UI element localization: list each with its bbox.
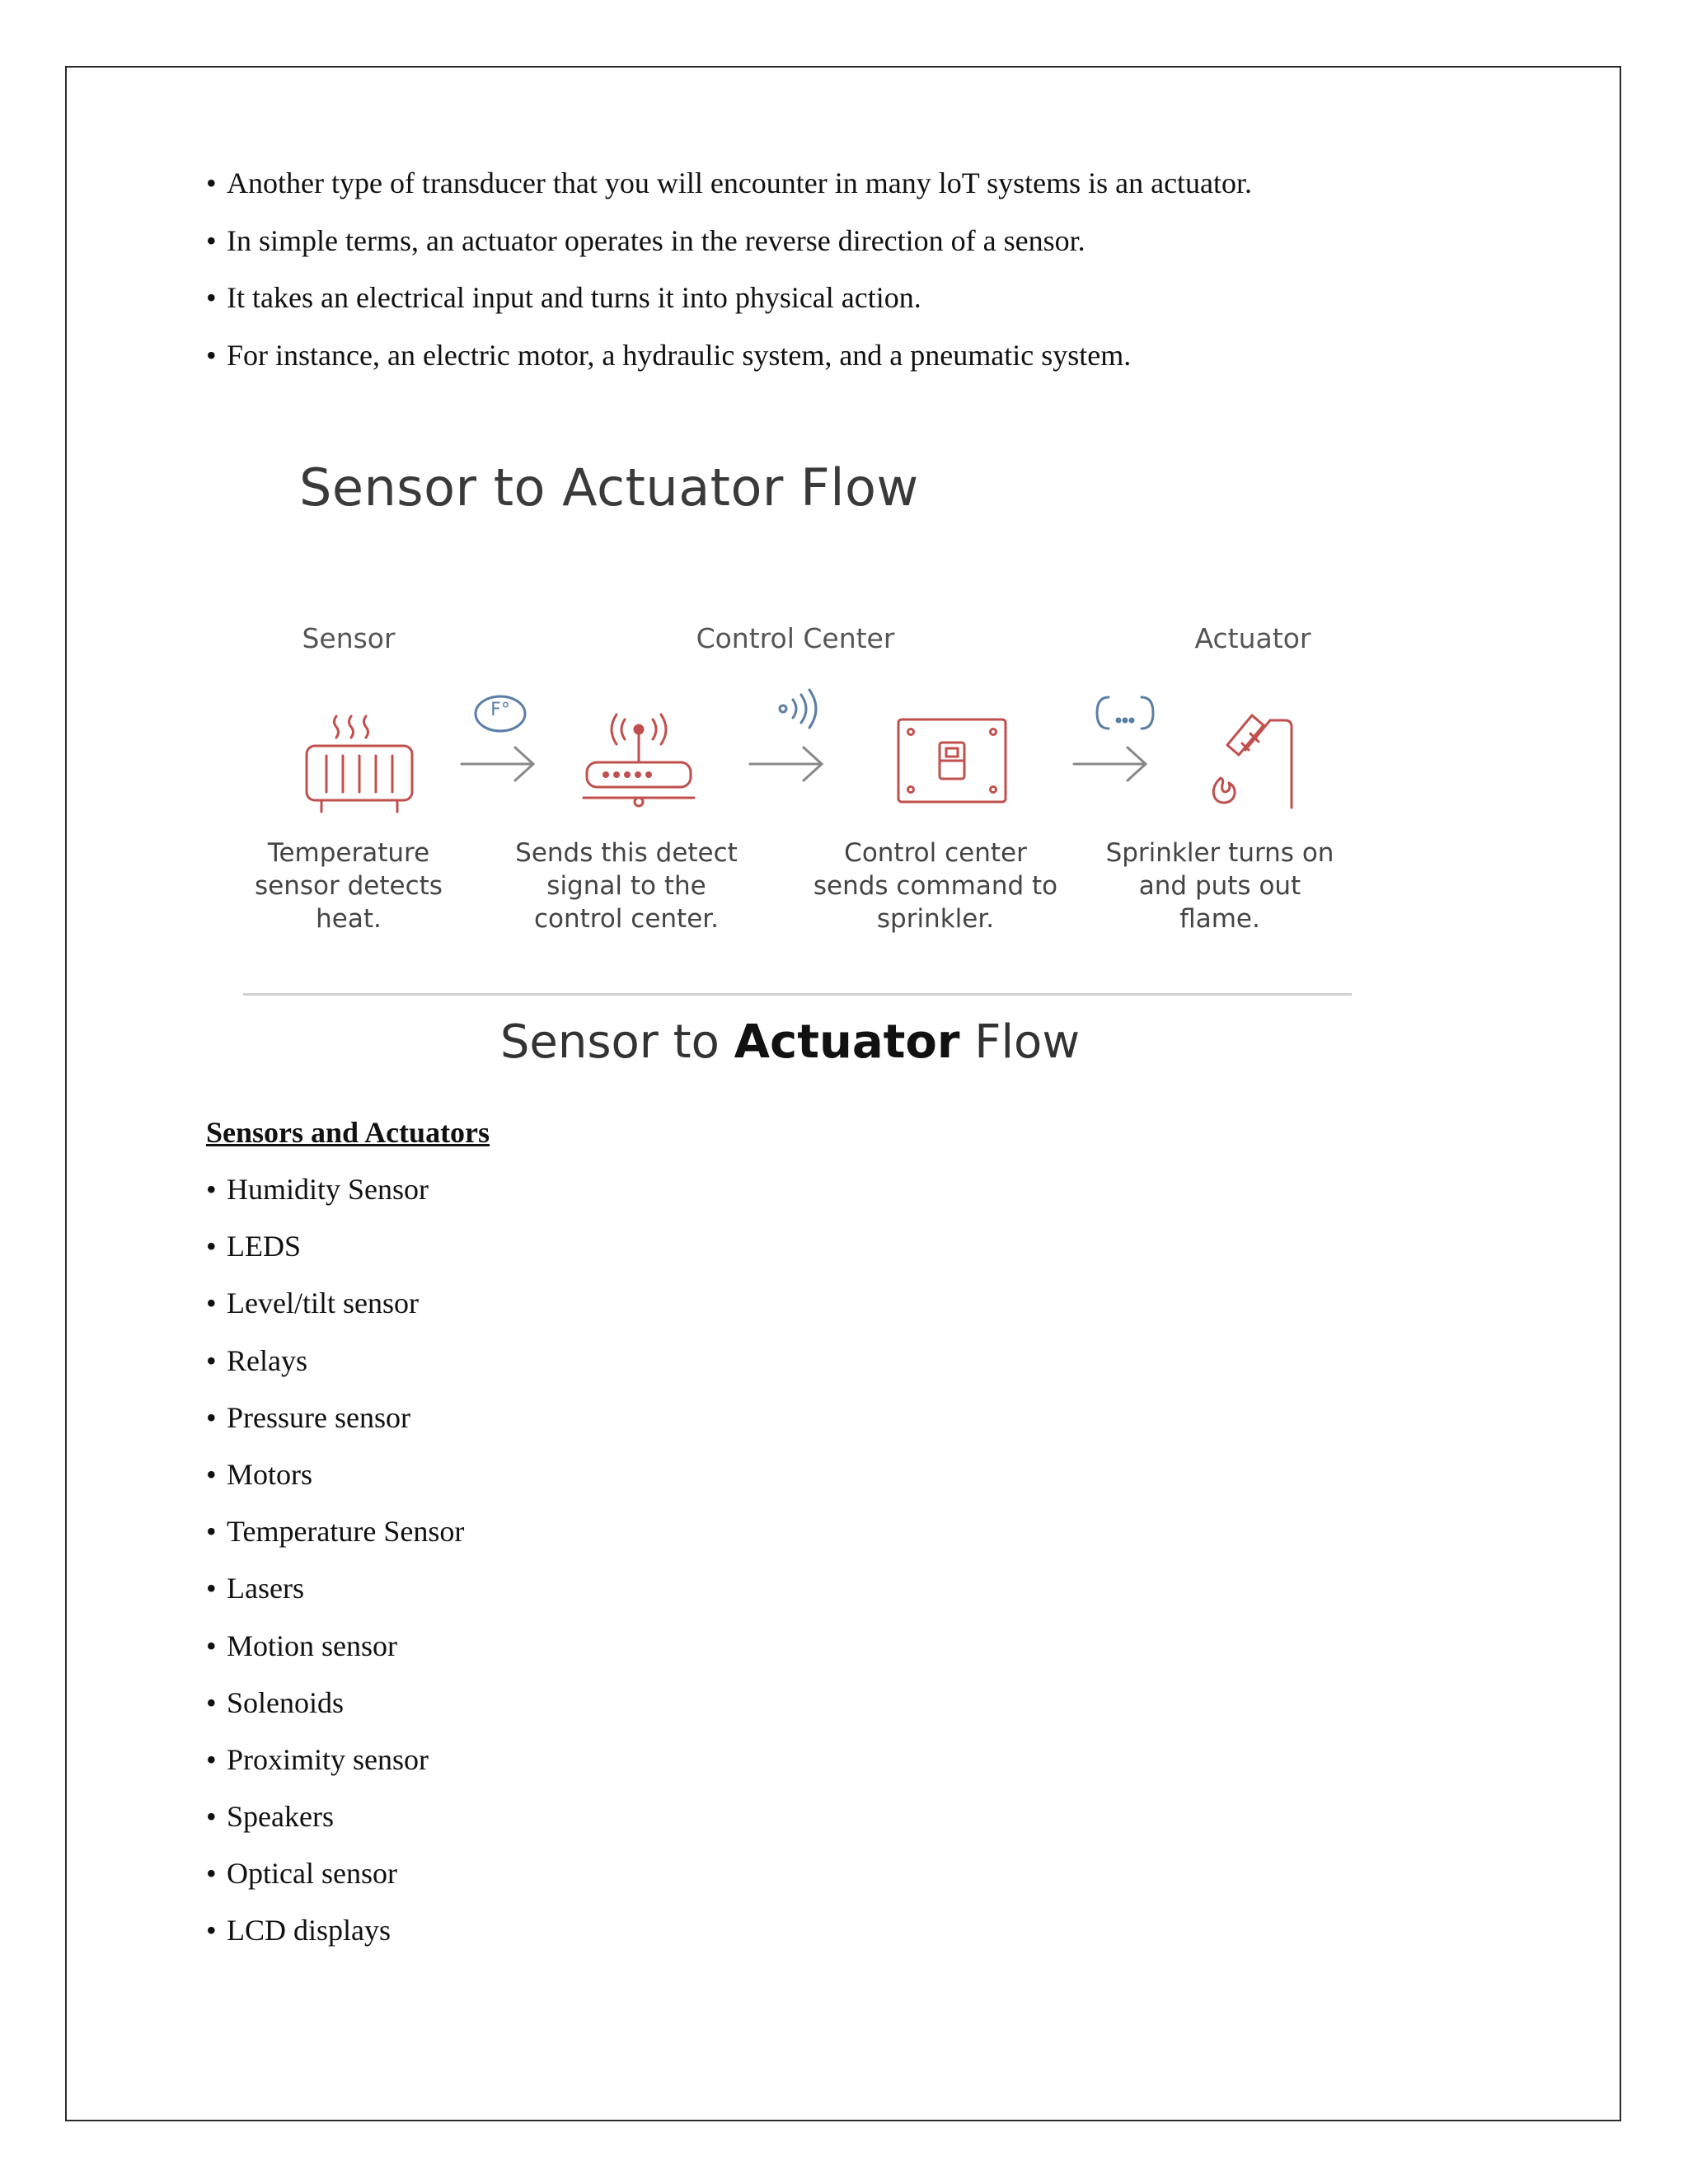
item-text: Proximity sensor <box>227 1742 429 1776</box>
bullet-symbol: • <box>206 1230 217 1263</box>
item-text: Level/tilt sensor <box>227 1286 419 1320</box>
caption-control-command: Control center sends command to sprinkler. <box>813 838 1058 934</box>
bullet-text: It takes an electrical input and turns it into physical action. <box>227 281 921 314</box>
item-text: Pressure sensor <box>227 1400 410 1434</box>
figure-caption <box>239 1015 1341 1069</box>
list-item <box>206 1275 1492 1332</box>
list-item <box>206 213 1492 270</box>
figure-caption-end: Flow <box>959 1015 1081 1069</box>
sprinkler-icon <box>1199 709 1306 816</box>
item-text: Lasers <box>227 1572 304 1605</box>
bullet-symbol: • <box>206 281 217 314</box>
control-panel-icon <box>894 715 1010 806</box>
list-item <box>206 1845 1492 1902</box>
stage-label-control-center: Control Center <box>696 622 895 654</box>
item-text: Humidity Sensor <box>227 1173 429 1206</box>
bullet-symbol: • <box>206 1800 217 1834</box>
bullet-symbol: • <box>206 1286 217 1320</box>
item-text: Motion sensor <box>227 1629 397 1662</box>
bullet-symbol: • <box>206 1685 217 1719</box>
list-item <box>206 1503 1492 1560</box>
bullet-symbol: • <box>206 1857 217 1891</box>
arrow-right-icon <box>1070 743 1152 785</box>
item-text: LCD displays <box>227 1914 392 1947</box>
item-text: Solenoids <box>227 1685 345 1719</box>
bullet-text: In simple terms, an actuator operates in the reverse direction of a sensor. <box>227 223 1085 257</box>
list-item <box>206 1902 1492 1959</box>
stage-label-sensor: Sensor <box>302 622 396 654</box>
fahrenheit-label: F° <box>490 700 510 720</box>
caption-sensor: Temperature sensor detects heat. <box>255 838 443 934</box>
list-item <box>206 1618 1492 1675</box>
bullet-symbol: • <box>206 1515 217 1549</box>
sensor-actuator-flow-figure <box>239 420 1368 1080</box>
figure-title: Sensor to Actuator Flow <box>299 457 919 518</box>
list-item <box>206 327 1492 385</box>
list-item <box>206 1390 1492 1446</box>
wireless-signal-icon <box>775 688 824 729</box>
heater-icon <box>297 713 420 820</box>
bullet-text: For instance, an electric motor, a hydraulic system, and a pneumatic system. <box>227 338 1132 372</box>
list-item <box>206 1446 1492 1503</box>
bullet-symbol: • <box>206 1343 217 1377</box>
arrow-right-icon <box>746 743 828 785</box>
list-item <box>206 1333 1492 1390</box>
bullet-symbol: • <box>206 1572 217 1605</box>
bullet-symbol: • <box>206 223 217 257</box>
bullet-symbol: • <box>206 1400 217 1434</box>
router-icon <box>577 713 701 820</box>
caption-sprinkler: Sprinkler turns on and puts out flame. <box>1105 838 1334 934</box>
intro-section <box>206 155 1492 384</box>
list-item <box>206 1218 1492 1275</box>
section-heading: Sensors and Actuators <box>206 1116 490 1149</box>
list-item <box>206 1560 1492 1617</box>
command-code-icon <box>1092 692 1158 733</box>
list-item <box>206 1788 1492 1845</box>
intro-bullet-list <box>206 155 1492 384</box>
bullet-symbol: • <box>206 1914 217 1947</box>
figure-caption-bold: Actuator <box>734 1015 960 1069</box>
bullet-symbol: • <box>206 1742 217 1776</box>
figure-divider <box>243 993 1352 996</box>
list-item <box>206 269 1492 327</box>
item-text: Motors <box>227 1457 313 1491</box>
caption-send-signal: Sends this detect signal to the control center. <box>515 838 738 934</box>
bullet-symbol: • <box>206 1457 217 1491</box>
list-item <box>206 1732 1492 1788</box>
item-text: Relays <box>227 1343 307 1377</box>
item-text: LEDS <box>227 1230 301 1263</box>
fahrenheit-signal-icon <box>471 694 529 735</box>
bullet-text: Another type of transducer that you will encounter in many loT systems is an actuator. <box>227 166 1253 199</box>
sensors-actuators-section <box>206 1104 1492 1960</box>
list-item <box>206 1161 1492 1218</box>
bullet-symbol: • <box>206 166 217 199</box>
bullet-symbol: • <box>206 1173 217 1206</box>
bullet-symbol: • <box>206 1629 217 1662</box>
list-item <box>206 1675 1492 1732</box>
bullet-symbol: • <box>206 338 217 372</box>
sensors-actuators-list <box>206 1161 1492 1960</box>
list-item <box>206 155 1492 213</box>
item-text: Temperature Sensor <box>227 1515 465 1549</box>
stage-label-actuator: Actuator <box>1194 622 1311 654</box>
arrow-right-icon <box>457 743 540 785</box>
item-text: Optical sensor <box>227 1857 397 1891</box>
figure-caption-start: Sensor to <box>499 1015 734 1069</box>
item-text: Speakers <box>227 1800 334 1834</box>
